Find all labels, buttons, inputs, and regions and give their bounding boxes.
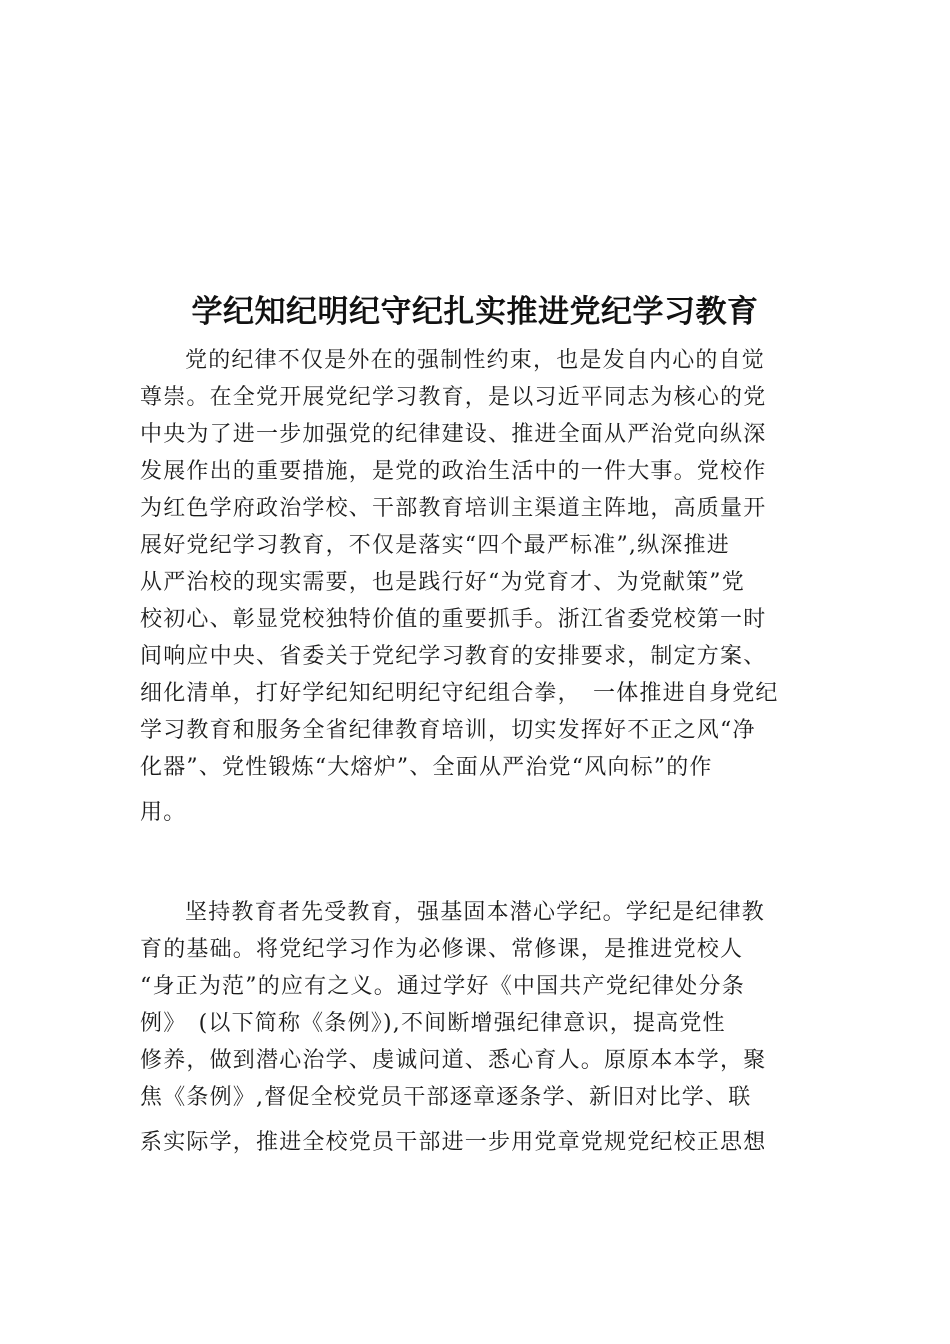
paragraph-1 [140,342,810,831]
paragraph-line: 化器”、党性锻炼“大熔炉”、全面从严治党“风向标”的作 [140,755,713,780]
paragraph-line: 修养，做到潜心治学、虔诚问道、悉心育人。原原本本学，聚 [140,1048,767,1073]
paragraph-line: 校初心、彰显党校独特价值的重要抓手。浙江省委党校第一时 [140,607,767,632]
paragraph-line: 发展作出的重要措施，是党的政治生活中的一件大事。党校作 [140,459,767,484]
document-title: 学纪知纪明纪守纪扎实推进党纪学习教育 [191,294,759,330]
paragraph-line: 展好党纪学习教育，不仅是落实“四个最严标准”,纵深推进 [140,533,730,558]
paragraph-line: 学习教育和服务全省纪律教育培训，切实发挥好不正之风“净 [140,718,756,743]
paragraph-line: 坚持教育者先受教育，强基固本潜心学纪。学纪是纪律教 [185,900,766,925]
paragraph-line: 尊崇。在全党开展党纪学习教育，是以习近平同志为核心的党 [140,385,767,410]
paragraph-line: 从严治校的现实需要，也是践行好“为党育才、为党献策”党 [140,570,745,595]
paragraph-line: 用。 [140,800,187,825]
paragraph-line: 为红色学府政治学校、干部教育培训主渠道主阵地，高质量开 [140,496,767,521]
paragraph-line: 中央为了进一步加强党的纪律建设、推进全面从严治党向纵深 [140,422,767,447]
paragraph-line: 育的基础。将党纪学习作为必修课、常修课，是推进党校人 [140,937,744,962]
paragraph-line: 间响应中央、省委关于党纪学习教育的安排要求，制定方案、 [140,644,767,669]
paragraph-line: 党的纪律不仅是外在的强制性约束，也是发自内心的自觉 [185,348,766,373]
paragraph-line: 例》 (以下简称《条例》),不间断增强纪律意识，提高党性 [140,1011,726,1036]
paragraph-2 [140,894,810,1161]
paragraph-line: 细化清单，打好学纪知纪明纪守纪组合拳， 一体推进自身党纪 [140,681,779,706]
paragraph-line: “身正为范”的应有之义。通过学好《中国共产党纪律处分条 [140,974,745,999]
paragraph-line: 系实际学，推进全校党员干部进一步用党章党规党纪校正思想 [140,1130,767,1155]
paragraph-line: 焦《条例》,督促全校党员干部逐章逐条学、新旧对比学、联 [140,1085,752,1110]
